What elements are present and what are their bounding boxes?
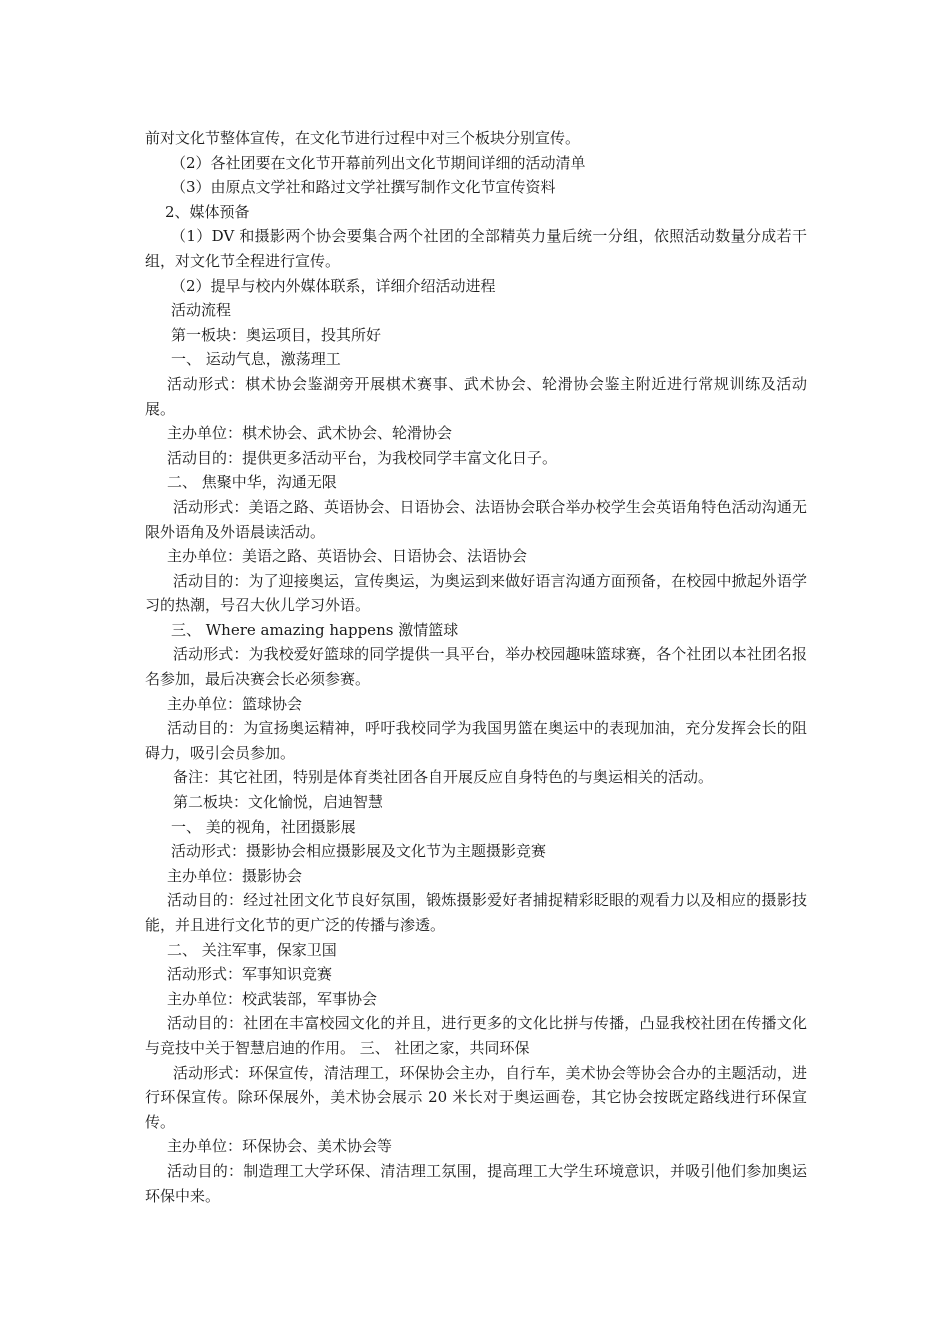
paragraph: 活动目的：提供更多活动平台，为我校同学丰富文化日子。	[167, 448, 558, 467]
paragraph: 活动目的：经过社团文化节良好氛围，锻炼摄影爱好者捕捉精彩眨眼的观看力以及相应的摄影技能，并且进行文化节的更广泛的传播与渗透。	[145, 891, 807, 934]
paragraph: 第二板块：文化愉悦，启迪智慧	[173, 793, 384, 812]
paragraph: 活动目的：社团在丰富校园文化的并且，进行更多的文化比拼与传播，凸显我校社团在传播文化与竞技中关于智慧启迪的作用。 三、 社团之家，共同环保	[145, 1014, 807, 1057]
paragraph: 活动目的：制造理工大学环保、清洁理工氛围，提高理工大学生环境意识，并吸引他们参加奥运环保中来。	[145, 1161, 807, 1205]
paragraph: （2）提早与校内外媒体联系，详细介绍活动进程	[171, 276, 496, 295]
paragraph: 活动形式：美语之路、英语协会、日语协会、法语协会联合举办校学生会英语角特色活动沟通无限外语角及外语晨读活动。	[145, 497, 807, 541]
paragraph: 2、媒体预备	[165, 202, 250, 221]
paragraph: 活动目的：为了迎接奥运，宣传奥运，为奥运到来做好语言沟通方面预备，在校园中掀起外语学习的热潮，号召大伙儿学习外语。	[145, 571, 807, 615]
paragraph: 活动形式：军事知识竞赛	[167, 965, 333, 984]
paragraph: 主办单位：棋术协会、武术协会、轮滑协会	[167, 424, 453, 443]
paragraph: 二、 关注军事，保家卫国	[167, 940, 337, 959]
paragraph: 活动形式：棋术协会鉴湖旁开展棋术赛事、武术协会、轮滑协会鉴主附近进行常规训练及活动展。	[145, 374, 807, 418]
paragraph: 活动形式：为我校爱好篮球的同学提供一具平台，举办校园趣味篮球赛，各个社团以本社团名报名参加，最后决赛会长必须参赛。	[145, 645, 807, 689]
paragraph: 主办单位：校武装部，军事协会	[167, 989, 378, 1008]
paragraph: 第一板块：奥运项目，投其所好	[171, 325, 382, 344]
paragraph: （1）DV 和摄影两个协会要集合两个社团的全部精英力量后统一分组，依照活动数量分成若干组，对文化节全程进行宣传。	[145, 227, 807, 270]
paragraph: 二、 焦聚中华，沟通无限	[167, 473, 337, 492]
paragraph: 活动形式：摄影协会相应摄影展及文化节为主题摄影竞赛	[171, 842, 547, 861]
paragraph: 一、 美的视角，社团摄影展	[171, 817, 356, 836]
paragraph: 一、 运动气息，激荡理工	[171, 350, 341, 369]
paragraph: （2）各社团要在文化节开幕前列出文化节期间详细的活动清单	[171, 153, 586, 172]
paragraph: 主办单位：环保协会、美术协会等	[167, 1137, 393, 1156]
paragraph: 主办单位：美语之路、英语协会、日语协会、法语协会	[167, 547, 528, 566]
paragraph: 活动形式：环保宣传，清洁理工，环保协会主办，自行车，美术协会等协会合办的主题活动，进行环保宣传。除环保展外，美术协会展示 20 米长对于奥运画卷，其它协会按既定路线进行环保宣传。	[145, 1063, 807, 1131]
document-body	[145, 126, 807, 1208]
paragraph: 前对文化节整体宣传，在文化节进行过程中对三个板块分别宣传。	[145, 129, 581, 147]
paragraph: （3）由原点文学社和路过文学社撰写制作文化节宣传资料	[171, 178, 556, 197]
paragraph: 三、 Where amazing happens 激情篮球	[171, 620, 459, 639]
paragraph: 活动目的：为宣扬奥运精神，呼吁我校同学为我国男篮在奥运中的表现加油，充分发挥会长的阻碍力，吸引会员参加。	[145, 719, 807, 762]
paragraph: 备注：其它社团，特别是体育类社团各自开展反应自身特色的与奥运相关的活动。	[173, 768, 714, 787]
paragraph: 主办单位：摄影协会	[167, 866, 303, 885]
paragraph: 活动流程	[171, 301, 232, 320]
paragraph: 主办单位：篮球协会	[167, 694, 303, 713]
